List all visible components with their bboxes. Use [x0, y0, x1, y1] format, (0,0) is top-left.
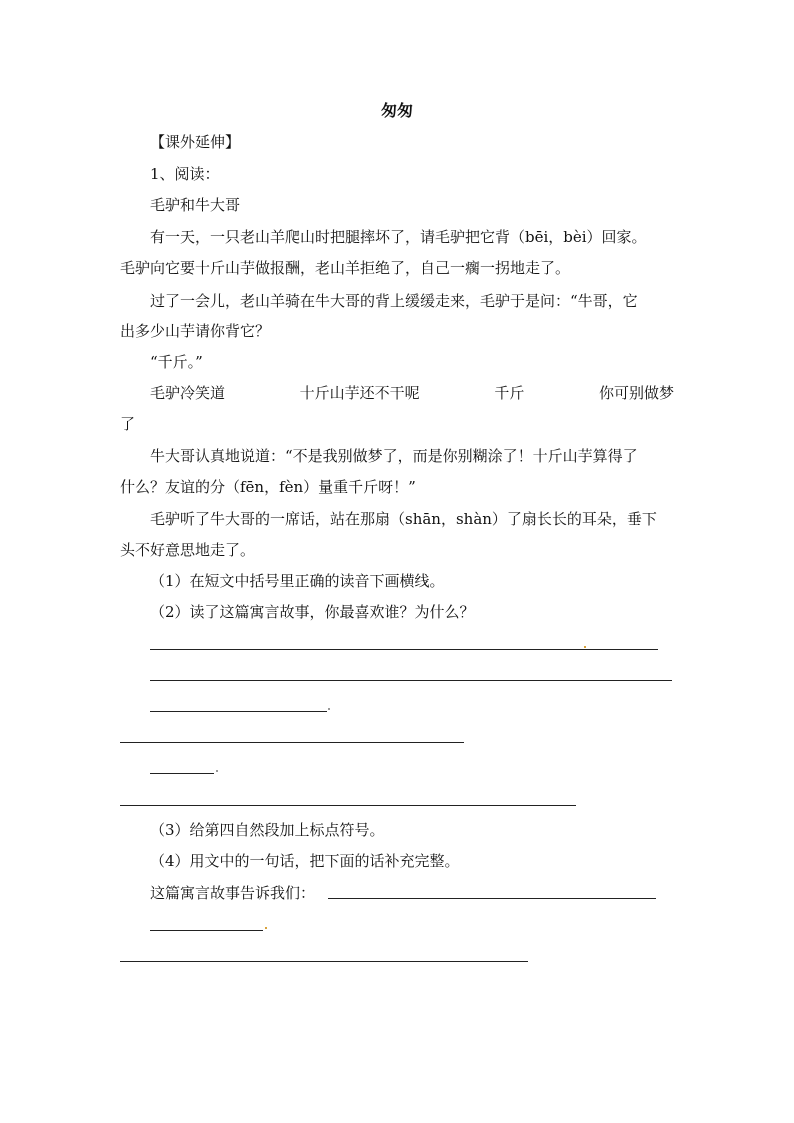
- answer-line[interactable]: [150, 930, 263, 931]
- question-1: （1）在短文中括号里正确的读音下画横线。: [150, 572, 445, 590]
- paragraph-4-part: 毛驴冷笑道: [150, 384, 226, 402]
- paragraph-3: “千斤。”: [150, 353, 203, 371]
- question-2: （2）读了这篇寓言故事，你最喜欢谁？为什么？: [150, 603, 475, 621]
- mark-dot: [584, 646, 586, 648]
- paragraph-4-part: 十斤山芋还不干呢: [299, 384, 420, 402]
- answer-line[interactable]: [120, 742, 464, 743]
- paragraph-1-line-2: 毛驴向它要十斤山芋做报酬，老山羊拒绝了，自己一瘸一拐地走了。: [120, 259, 571, 277]
- page-title: 匆匆: [380, 101, 413, 120]
- paragraph-4-part: 千斤: [494, 384, 525, 402]
- answer-line[interactable]: [150, 711, 327, 712]
- paragraph-4-line-2: 了: [120, 415, 136, 433]
- paragraph-1-line-1: 有一天，一只老山羊爬山时把腿摔坏了，请毛驴把它背（bēi，bèi）回家。: [150, 228, 647, 246]
- answer-line[interactable]: [120, 805, 576, 806]
- answer-line[interactable]: [150, 773, 214, 774]
- answer-line[interactable]: [150, 680, 672, 681]
- answer-line[interactable]: [328, 898, 656, 899]
- paragraph-2-line-2: 出多少山芋请你背它？: [120, 322, 271, 340]
- mark-dot: [216, 770, 218, 772]
- mark-dot: [265, 927, 267, 929]
- mark-dot: [328, 708, 330, 710]
- question-4-prompt: 这篇寓言故事告诉我们：: [150, 884, 316, 902]
- paragraph-2-line-1: 过了一会儿，老山羊骑在牛大哥的背上缓缓走来，毛驴于是问：“牛哥，它: [150, 292, 638, 310]
- answer-line[interactable]: [150, 649, 658, 650]
- question-4: （4）用文中的一句话，把下面的话补充完整。: [150, 852, 460, 870]
- paragraph-4-part: 你可别做梦: [598, 384, 674, 402]
- question-3: （3）给第四自然段加上标点符号。: [150, 821, 385, 839]
- paragraph-5-line-1: 牛大哥认真地说道：“不是我别做梦了，而是你别糊涂了！十斤山芋算得了: [150, 447, 638, 465]
- item-number: 1、阅读：: [150, 165, 220, 183]
- paragraph-6-line-1: 毛驴听了牛大哥的一席话，站在那扇（shān，shàn）了扇长长的耳朵，垂下: [150, 510, 657, 528]
- paragraph-6-line-2: 头不好意思地走了。: [120, 541, 256, 559]
- answer-line[interactable]: [120, 961, 528, 962]
- section-heading: 【课外延伸】: [150, 133, 241, 151]
- paragraph-5-line-2: 什么？友谊的分（fēn，fèn）量重千斤呀！”: [120, 478, 416, 496]
- story-title: 毛驴和牛大哥: [150, 196, 241, 214]
- paragraph-4-line-1: [150, 383, 674, 403]
